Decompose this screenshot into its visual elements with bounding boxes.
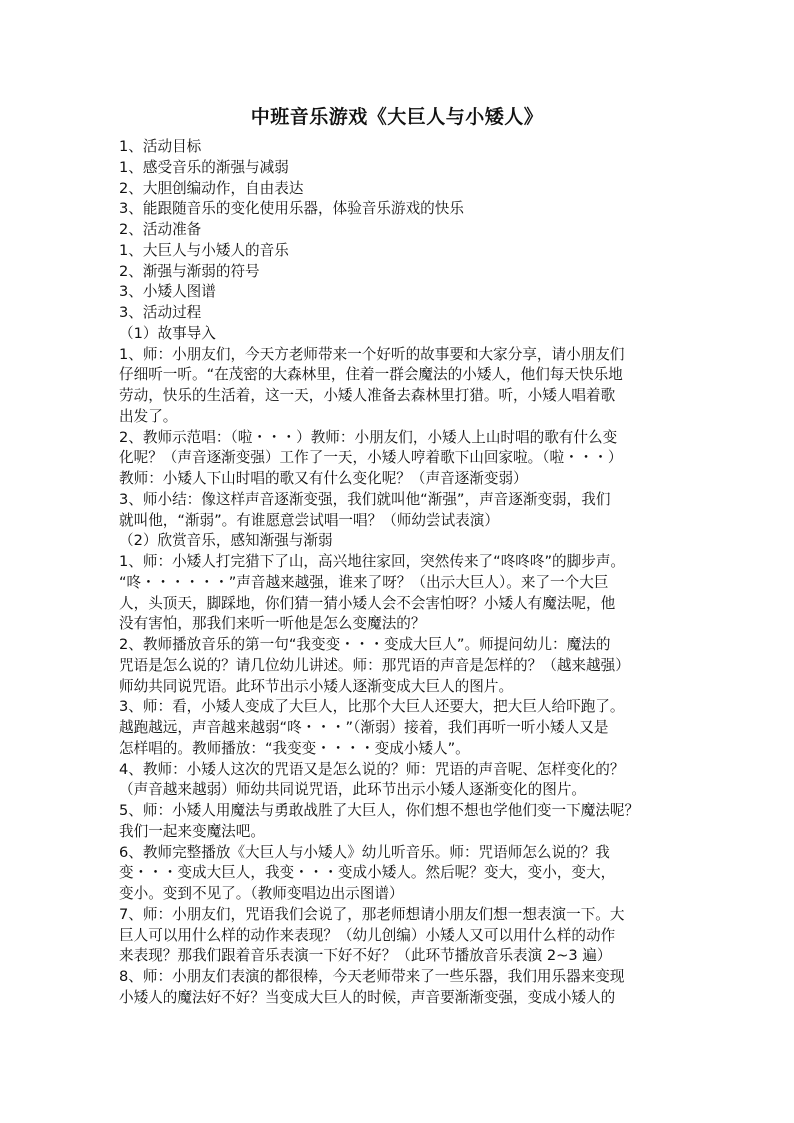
text-line: 8、师：小朋友们表演的都很棒，今天老师带来了一些乐器，我们用乐器来变现 bbox=[119, 968, 625, 985]
text-line: 3、能跟随音乐的变化使用乐器，体验音乐游戏的快乐 bbox=[119, 200, 464, 218]
text-line: 1、大巨人与小矮人的音乐 bbox=[119, 241, 289, 259]
text-line: 出发了。 bbox=[119, 407, 178, 425]
text-line: 6、教师完整播放《大巨人与小矮人》幼儿听音乐。师：咒语师怎么说的？我 bbox=[119, 843, 610, 861]
text-line: 3、小矮人图谱 bbox=[119, 283, 216, 301]
document-body bbox=[119, 137, 679, 1009]
text-line: 2、教师示范唱：（啦・・・）教师：小朋友们，小矮人上山时唱的歌有什么变 bbox=[119, 428, 618, 446]
text-line: 劳动，快乐的生活着，这一天，小矮人准备去森林里打猎。听，小矮人唱着歌 bbox=[119, 387, 616, 404]
text-line: 3、师小结：像这样声音逐渐变强，我们就叫他“渐强”，声音逐渐变弱，我们 bbox=[119, 490, 611, 508]
text-line: 3、活动过程 bbox=[119, 304, 202, 321]
text-line: （1）故事导入 bbox=[119, 324, 216, 342]
text-line: 1、师：小朋友们，今天方老师带来一个好听的故事要和大家分享，请小朋友们 bbox=[119, 345, 625, 363]
text-line: 巨人可以用什么样的动作来表现？（幼儿创编）小矮人又可以用什么样的动作 bbox=[119, 926, 616, 944]
text-line: 来表现？那我们跟着音乐表演一下好不好？（此环节播放音乐表演 2~3 遍） bbox=[119, 947, 612, 965]
text-line: 4、教师：小矮人这次的咒语又是怎么说的？师：咒语的声音呢、怎样变化的？ bbox=[119, 760, 625, 778]
text-line: 师幼共同说咒语。此环节出示小矮人逐渐变成大巨人的图片。 bbox=[119, 677, 514, 695]
text-line: 越跑越远，声音越来越弱“咚・・・”（渐弱）接着，我们再听一听小矮人又是 bbox=[119, 719, 609, 736]
text-line: 咒语是怎么说的？请几位幼儿讲述。师：那咒语的声音是怎样的？（越来越强） bbox=[119, 656, 630, 674]
text-line: （声音越来越弱）师幼共同说咒语，此环节出示小矮人逐渐变化的图片。 bbox=[119, 781, 587, 799]
text-line: 2、教师播放音乐的第一句“我变变・・・变成大巨人”。师提问幼儿：魔法的 bbox=[119, 636, 611, 653]
text-line: 教师：小矮人下山时唱的歌又有什么变化呢？（声音逐渐变弱） bbox=[119, 470, 528, 487]
text-line: 人，头顶天，脚踩地，你们猜一猜小矮人会不会害怕呀？小矮人有魔法呢，他 bbox=[119, 594, 616, 612]
text-line: 1、师：小矮人打完猎下了山，高兴地往家回，突然传来了“咚咚咚”的脚步声。 bbox=[119, 553, 626, 570]
text-line: 我们一起来变魔法吧。 bbox=[119, 822, 265, 840]
text-line: 7、师：小朋友们，咒语我们会说了，那老师想请小朋友们想一想表演一下。大 bbox=[119, 905, 625, 923]
text-line: 仔细听一听。“在茂密的大森林里，住着一群会魔法的小矮人，他们每天快乐地 bbox=[119, 366, 623, 384]
text-line: 2、渐强与渐弱的符号 bbox=[119, 262, 260, 280]
text-line: “咚・・・・・・”声音越来越强，谁来了呀？（出示大巨人）。来了一个大巨 bbox=[119, 573, 609, 591]
text-line: 变・・・变成大巨人，我变・・・变成小矮人。然后呢？变大，变小，变大， bbox=[119, 864, 616, 882]
text-line: 没有害怕，那我们来听一听他是怎么变魔法的？ bbox=[119, 615, 426, 633]
text-line: 5、师：小矮人用魔法与勇敢战胜了大巨人，你们想不想也学他们变一下魔法呢？ bbox=[119, 802, 640, 819]
text-line: （2）欣赏音乐，感知渐强与渐弱 bbox=[119, 532, 333, 550]
text-line: 3、师：看，小矮人变成了大巨人，比那个大巨人还要大，把大巨人给吓跑了。 bbox=[119, 698, 625, 716]
page-title: 中班音乐游戏《大巨人与小矮人》 bbox=[250, 106, 544, 128]
text-line: 1、感受音乐的渐强与减弱 bbox=[119, 158, 289, 176]
text-line: 变小。变到不见了。（教师变唱边出示图谱） bbox=[119, 885, 404, 902]
text-line: 2、大胆创编动作，自由表达 bbox=[119, 179, 304, 197]
text-line: 就叫他，“渐弱”。有谁愿意尝试唱一唱？（师幼尝试表演） bbox=[119, 511, 499, 529]
text-line: 小矮人的魔法好不好？当变成大巨人的时候，声音要渐渐变强，变成小矮人的 bbox=[119, 988, 616, 1006]
text-line: 2、活动准备 bbox=[119, 221, 202, 238]
text-line: 化呢？（声音逐渐变强）工作了一天，小矮人哼着歌下山回家啦。（啦・・・） bbox=[119, 449, 623, 467]
text-line: 怎样唱的。教师播放：“我变变・・・・变成小矮人”。 bbox=[119, 739, 470, 757]
text-line: 1、活动目标 bbox=[119, 138, 202, 155]
